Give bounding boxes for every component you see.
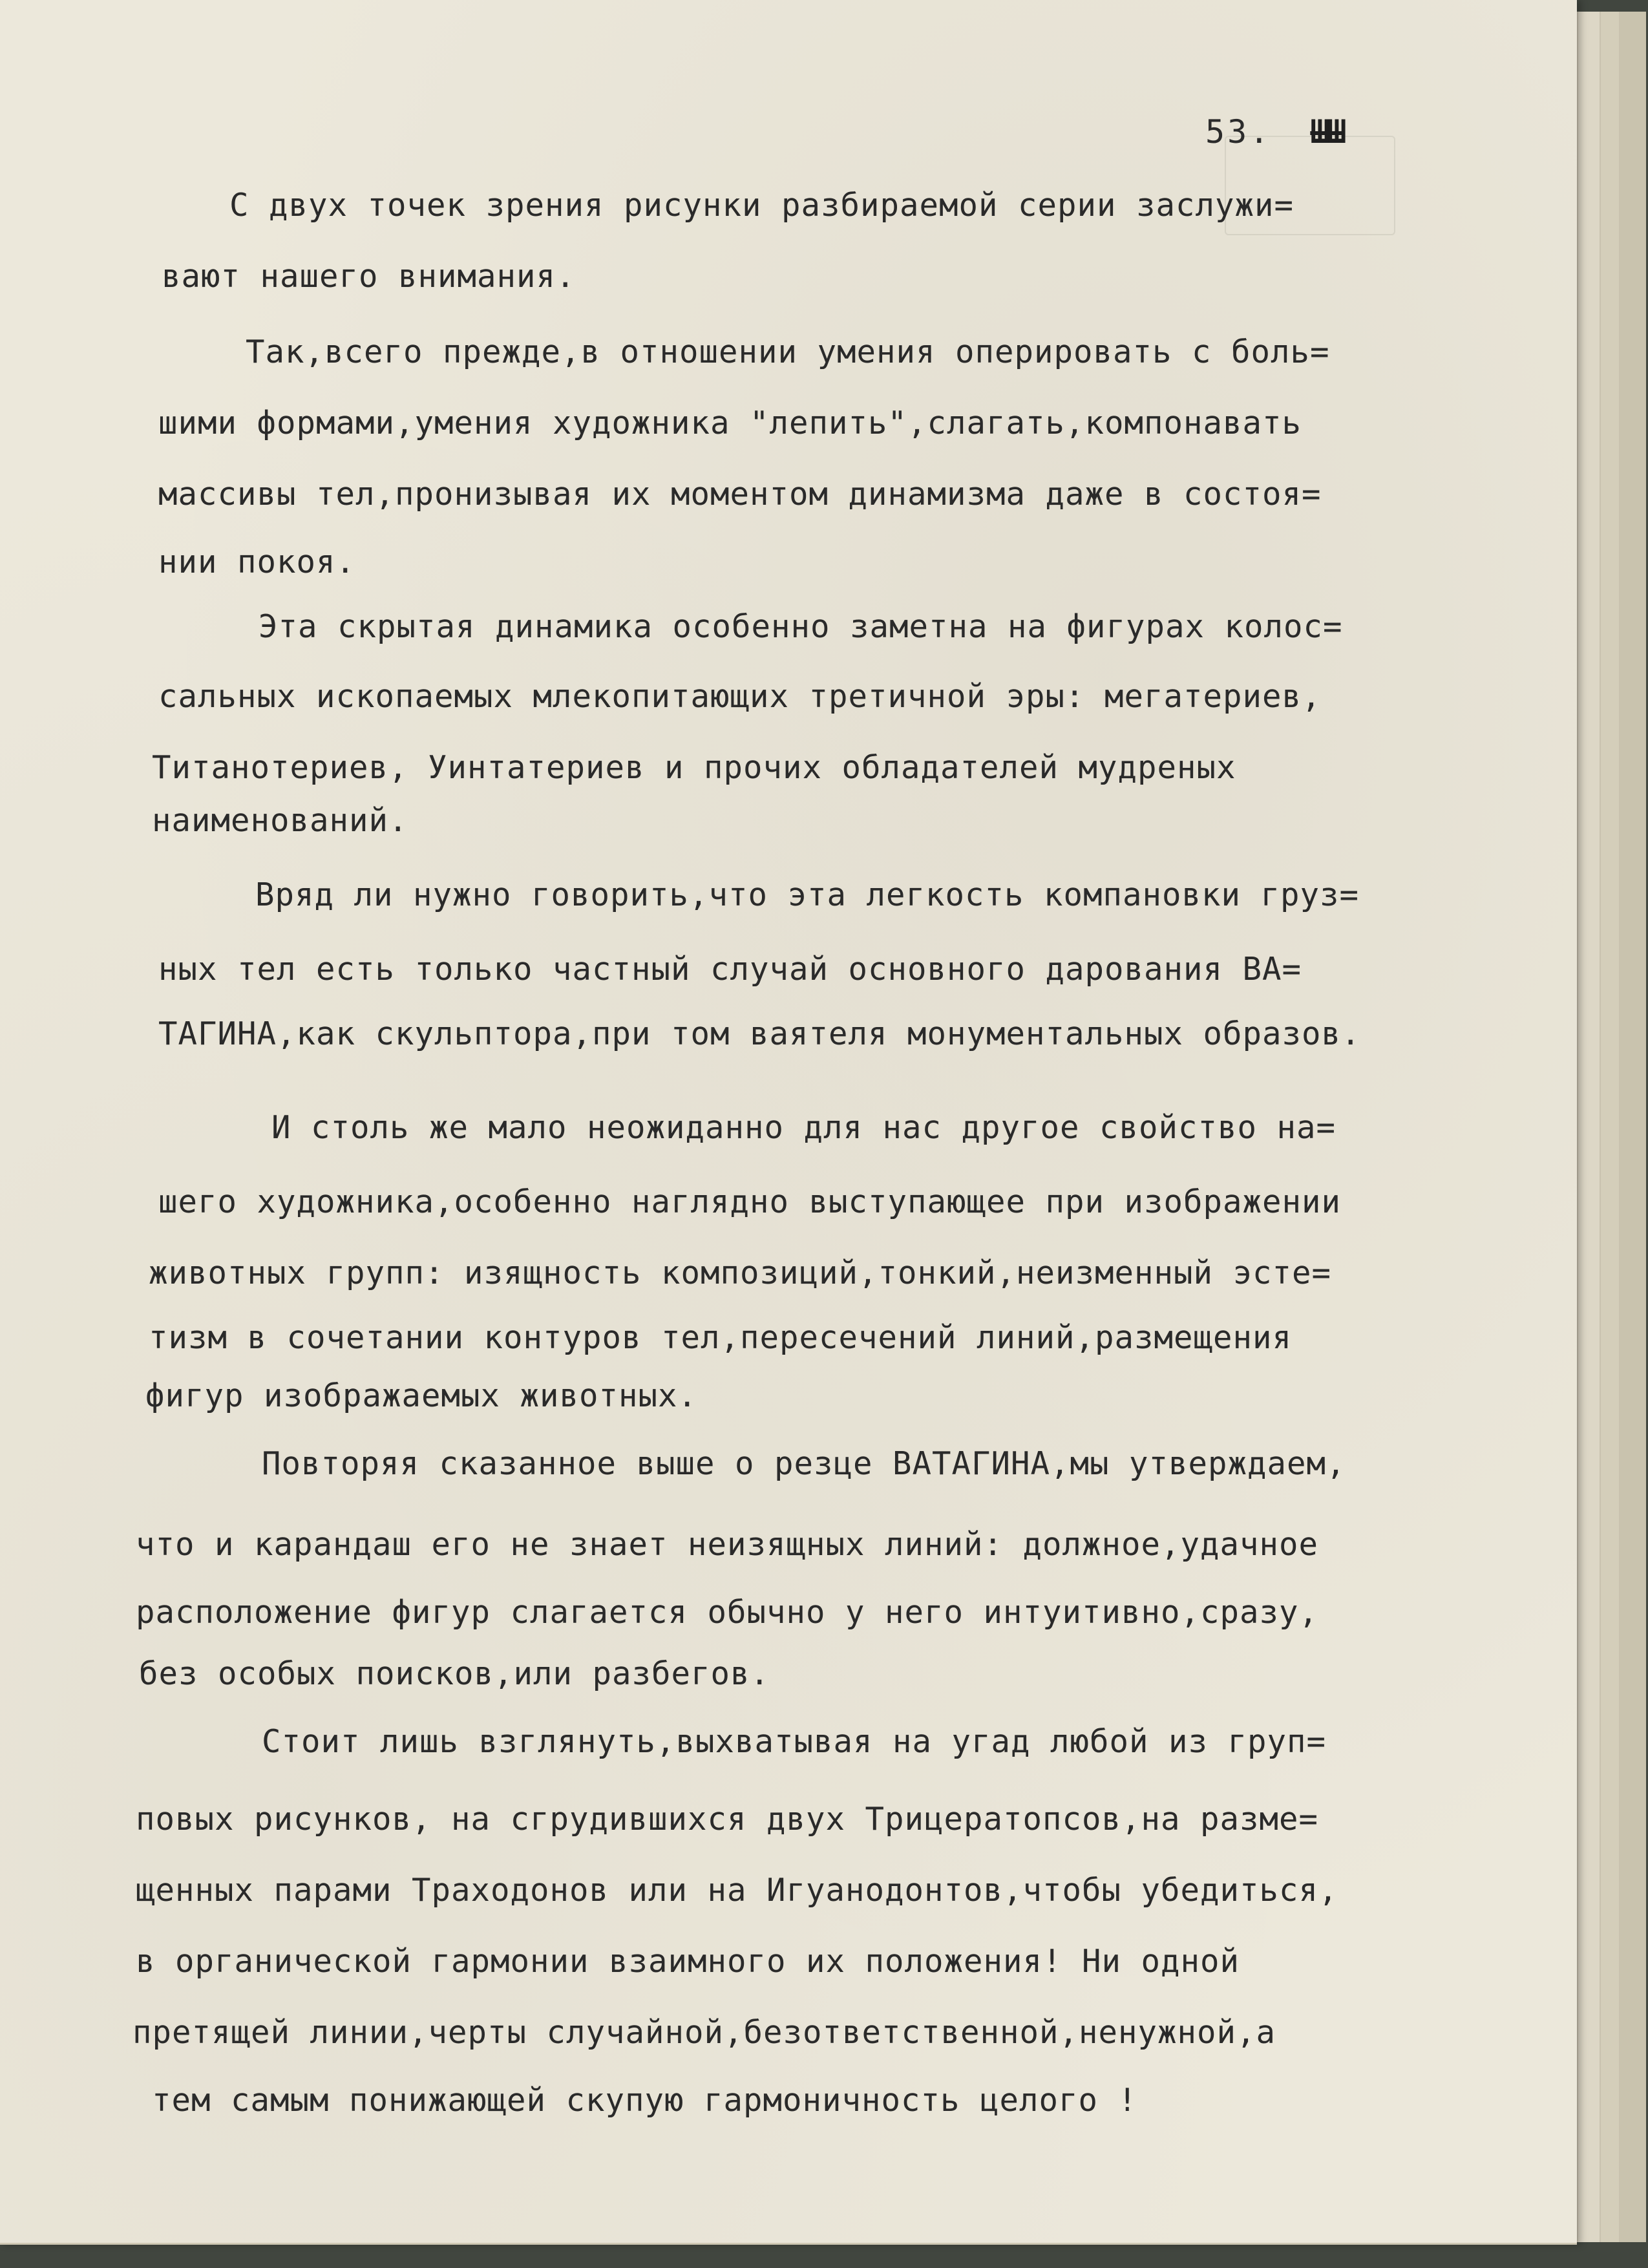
text-line: щенных парами Траходонов или на Игуанодонтов,чтобы убедиться,	[136, 1872, 1338, 1909]
text-line: животных групп: изящность композиций,тонкий,неизменный эсте=	[149, 1255, 1332, 1291]
underlying-sheet	[1619, 12, 1646, 2242]
text-line: Вряд ли нужно говорить,что эта легкость компановки груз=	[255, 876, 1360, 913]
text-line: массивы тел,пронизывая их моментом динамизма даже в состоя=	[158, 476, 1322, 513]
page-number	[1205, 113, 1344, 151]
text-line: сальных ископаемых млекопитающих третичной эры: мегатериев,	[158, 678, 1322, 715]
text-line: Стоит лишь взглянуть,выхватывая на угад любой из груп=	[262, 1723, 1327, 1760]
text-line: вают нашего внимания.	[162, 258, 576, 295]
text-line: Титанотериев, Уинтатериев и прочих обладателей мудреных	[152, 749, 1236, 786]
text-line: шими формами,умения художника "лепить",слагать,компонавать	[158, 405, 1302, 441]
text-line: С двух точек зрения рисунки разбираемой серии заслужи=	[229, 187, 1294, 224]
text-line: фигур изображаемых животных.	[145, 1377, 698, 1414]
text-line: Повторяя сказанное выше о резце ВАТАГИНА,мы утверждаем,	[262, 1445, 1346, 1482]
text-line: расположение фигур слагается обычно у него интуитивно,сразу,	[136, 1594, 1319, 1631]
text-line: И столь же мало неожиданно для нас другое свойство на=	[271, 1109, 1336, 1146]
struck-out-number: ШШ	[1310, 113, 1344, 151]
text-line: ных тел есть только частный случай основного дарования ВА=	[158, 951, 1302, 988]
text-line: нии покоя.	[158, 544, 356, 580]
text-line: в органической гармонии взаимного их положения! Ни одной	[136, 1943, 1240, 1980]
text-line: тем самым понижающей скупую гармоничность целого !	[152, 2082, 1138, 2119]
text-line: без особых поисков,или разбегов.	[139, 1655, 770, 1692]
text-line: наименований.	[152, 802, 408, 839]
text-line: Так,всего прежде,в отношении умения оперировать с боль=	[246, 334, 1330, 370]
text-line: ТАГИНА,как скульптора,при том ваятеля монументальных образов.	[158, 1015, 1361, 1052]
text-line: тизм в сочетании контуров тел,пересечений линий,размещения	[149, 1319, 1293, 1356]
text-line: претящей линии,черты случайной,безответственной,ненужной,а	[132, 2014, 1276, 2051]
text-line: повых рисунков, на сгрудившихся двух Трицератопсов,на разме=	[136, 1801, 1319, 1838]
text-line: шего художника,особенно наглядно выступающее при изображении	[158, 1183, 1342, 1220]
text-line: что и карандаш его не знает неизящных линий: должное,удачное	[136, 1526, 1319, 1563]
text-line: Эта скрытая динамика особенно заметна на фигурах колос=	[259, 608, 1343, 645]
page-number-text: 53.	[1205, 113, 1272, 151]
